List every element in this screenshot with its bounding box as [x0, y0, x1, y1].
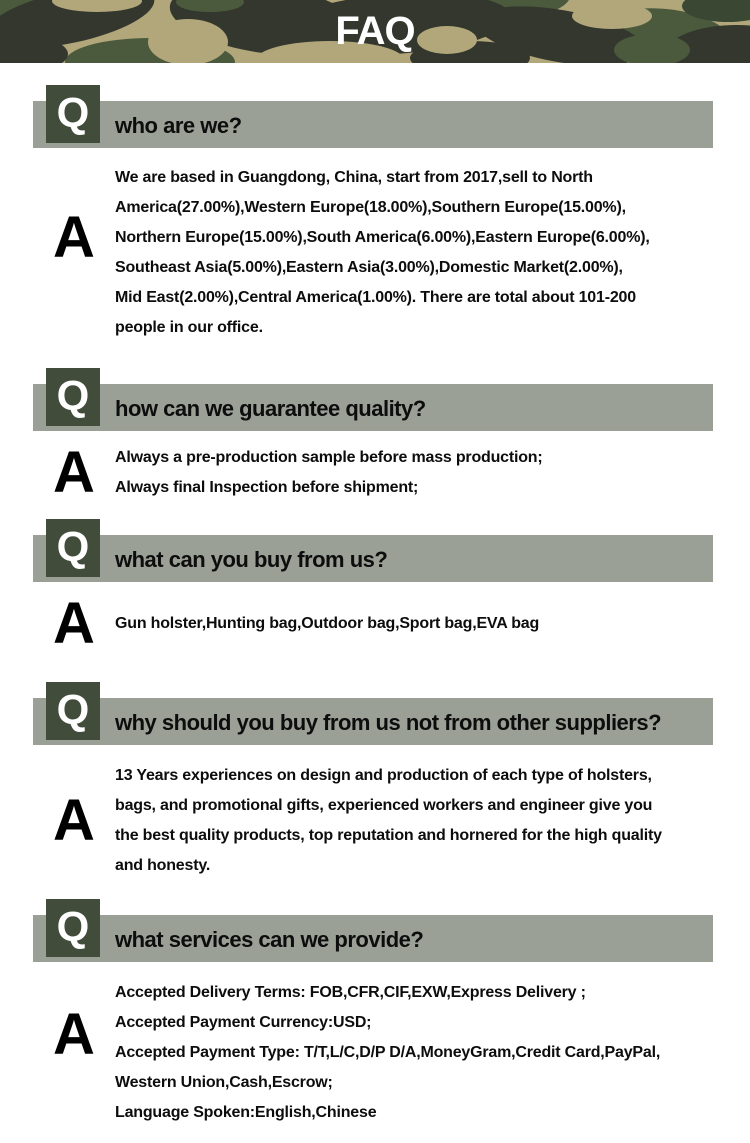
- answer-line: Accepted Payment Currency:USD;: [115, 1014, 372, 1031]
- answer-block: [0, 440, 750, 505]
- q-badge: [46, 85, 100, 143]
- answer-letter: A: [53, 440, 95, 505]
- answer-line: Always a pre-production sample before mass production;: [115, 449, 543, 466]
- answer-line: Always final Inspection before shipment;: [115, 479, 419, 496]
- question-text: who are we?: [115, 113, 242, 138]
- question-bar: [33, 903, 713, 962]
- answer-line: people in our office.: [115, 319, 263, 336]
- q-letter: Q: [56, 89, 90, 136]
- answer-block: [0, 163, 750, 343]
- question-text: how can we guarantee quality?: [115, 396, 426, 421]
- answer-line: bags, and promotional gifts, experienced workers and engineer give you: [115, 797, 653, 814]
- q-badge: [46, 519, 100, 577]
- faq-section-services: [0, 903, 750, 1128]
- answer-line: America(27.00%),Western Europe(18.00%),Southern Europe(15.00%),: [115, 199, 626, 216]
- answer-line: Northern Europe(15.00%),South America(6.00%),Eastern Europe(6.00%),: [115, 229, 650, 246]
- answer-letter: A: [53, 205, 95, 270]
- q-badge: [46, 682, 100, 740]
- answer-text: [115, 163, 650, 343]
- question-text: what services can we provide?: [115, 927, 424, 952]
- answer-line: Accepted Payment Type: T/T,L/C,D/P D/A,MoneyGram,Credit Card,PayPal,: [115, 1044, 661, 1061]
- q-badge: [46, 899, 100, 957]
- answer-block: [0, 761, 750, 881]
- question-bar: [33, 686, 713, 745]
- faq-banner: [0, 0, 750, 63]
- answer-line: and honesty.: [115, 857, 211, 874]
- answer-line: Southeast Asia(5.00%),Eastern Asia(3.00%),Domestic Market(2.00%),: [115, 259, 623, 276]
- q-letter: Q: [56, 903, 90, 950]
- answer-letter: A: [53, 591, 95, 656]
- answer-line: 13 Years experiences on design and production of each type of holsters,: [115, 767, 652, 784]
- answer-text: [115, 609, 539, 639]
- answer-line: Mid East(2.00%),Central America(1.00%). There are total about 101-200: [115, 289, 636, 306]
- faq-section-guarantee-quality: [0, 372, 750, 505]
- question-bar: [33, 523, 713, 582]
- answer-line: Language Spoken:English,Chinese: [115, 1104, 377, 1121]
- question-text: what can you buy from us?: [115, 547, 388, 572]
- answer-line: Western Union,Cash,Escrow;: [115, 1074, 333, 1091]
- page-title: FAQ: [335, 9, 415, 53]
- answer-text: [115, 761, 662, 881]
- answer-line: We are based in Guangdong, China, start from 2017,sell to North: [115, 169, 593, 186]
- answer-block: [0, 591, 750, 656]
- answer-text: [115, 978, 660, 1128]
- answer-text: [115, 443, 543, 503]
- answer-letter: A: [53, 1002, 95, 1067]
- faq-section-who-are-we: [0, 89, 750, 343]
- faq-section-what-can-you-buy: [0, 523, 750, 656]
- q-letter: Q: [56, 686, 90, 733]
- answer-line: Accepted Delivery Terms: FOB,CFR,CIF,EXW,Express Delivery ;: [115, 984, 586, 1001]
- question-text: why should you buy from us not from other suppliers?: [115, 710, 662, 735]
- q-letter: Q: [56, 372, 90, 419]
- question-bar: [33, 372, 713, 431]
- answer-line: Gun holster,Hunting bag,Outdoor bag,Sport bag,EVA bag: [115, 615, 540, 632]
- q-letter: Q: [56, 523, 90, 570]
- question-bar: [33, 89, 713, 148]
- faq-section-why-buy-from-us: [0, 686, 750, 881]
- answer-line: the best quality products, top reputation and hornered for the high quality: [115, 827, 662, 844]
- q-badge: [46, 368, 100, 426]
- answer-block: [0, 978, 750, 1128]
- answer-letter: A: [53, 788, 95, 853]
